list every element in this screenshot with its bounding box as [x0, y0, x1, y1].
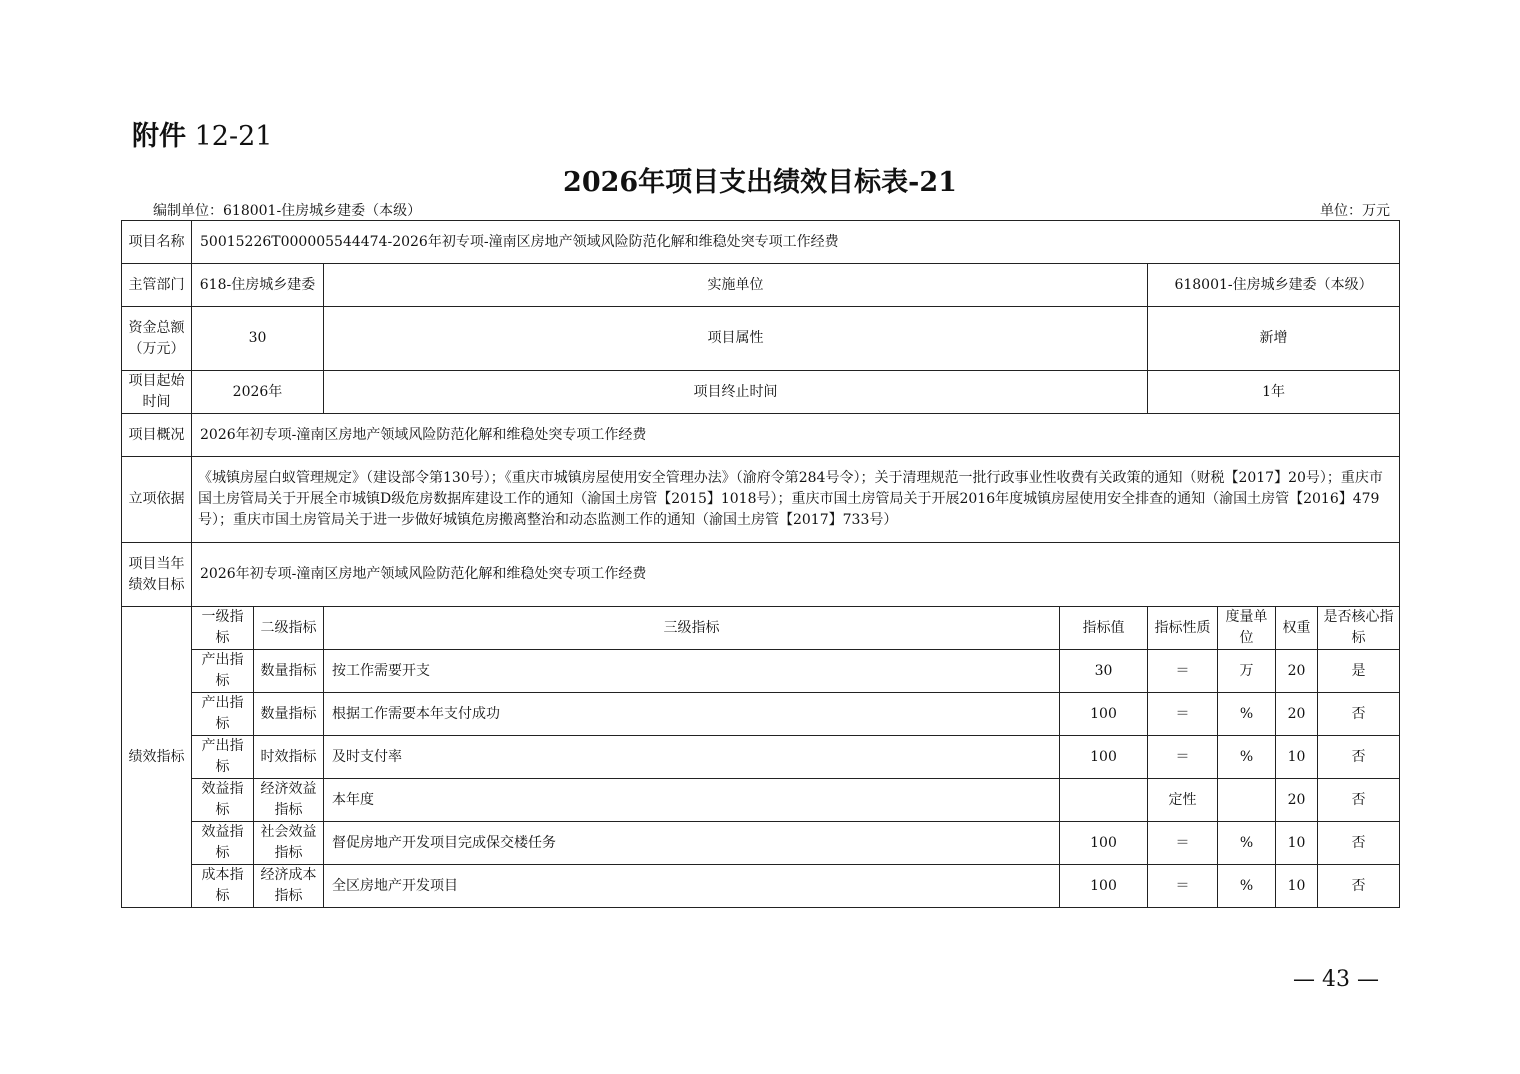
level2-cell: 经济效益指标: [254, 779, 324, 822]
level3-cell: 督促房地产开发项目完成保交楼任务: [324, 822, 1060, 865]
header-level2: 二级指标: [254, 607, 324, 650]
goal-label: 项目当年绩效目标: [122, 543, 192, 607]
unit-cell: [1218, 779, 1276, 822]
fund-value: 30: [192, 307, 324, 371]
header-core: 是否核心指标: [1318, 607, 1400, 650]
nature-cell: ＝: [1148, 822, 1218, 865]
table-row: [122, 865, 1400, 908]
level2-cell: 社会效益指标: [254, 822, 324, 865]
project-name-value: 50015226T000005544474-2026年初专项-潼南区房地产领域风险防范化解和维稳处突专项工作经费: [192, 221, 1400, 264]
nature-cell: ＝: [1148, 650, 1218, 693]
value-cell: [1060, 779, 1148, 822]
project-name-label: 项目名称: [122, 221, 192, 264]
page-title: 2026年项目支出绩效目标表-21: [563, 167, 957, 198]
level3-cell: 本年度: [324, 779, 1060, 822]
basis-value: 《城镇房屋白蚁管理规定》（建设部令第130号）；《重庆市城镇房屋使用安全管理办法》（渝府令第284号令）；关于清理规范一批行政事业性收费有关政策的通知（财税【2017】20号）；重庆市国土房管局关于开展全市城镇D级危房数据库建设工作的通知（渝国土房管【2015】1018号）；重庆市国土房管局关于开展2016年度城镇房屋使用安全排查的通知（渝国土房管【2016】479号）；重庆市国土房管局关于进一步做好城镇危房搬离整治和动态监测工作的通知（渝国土房管【2017】733号）: [192, 457, 1400, 543]
level1-cell: 效益指标: [192, 822, 254, 865]
weight-cell: 10: [1276, 736, 1318, 779]
unit-cell: 万: [1218, 650, 1276, 693]
value-cell: 30: [1060, 650, 1148, 693]
attachment-heading: [132, 114, 272, 153]
weight-cell: 20: [1276, 779, 1318, 822]
level2-cell: 经济成本指标: [254, 865, 324, 908]
weight-cell: 20: [1276, 693, 1318, 736]
row-time: [122, 371, 1400, 414]
core-cell: 否: [1318, 736, 1400, 779]
level2-cell: 数量指标: [254, 693, 324, 736]
attr-label: 项目属性: [324, 307, 1148, 371]
core-cell: 否: [1318, 822, 1400, 865]
table-row: [122, 736, 1400, 779]
table-row: [122, 650, 1400, 693]
level1-cell: 成本指标: [192, 865, 254, 908]
row-goal: [122, 543, 1400, 607]
row-department: [122, 264, 1400, 307]
level1-cell: 产出指标: [192, 650, 254, 693]
nature-cell: ＝: [1148, 865, 1218, 908]
row-fund: [122, 307, 1400, 371]
header-weight: 权重: [1276, 607, 1318, 650]
value-cell: 100: [1060, 865, 1148, 908]
header-unit: 度量单位: [1218, 607, 1276, 650]
weight-cell: 10: [1276, 865, 1318, 908]
level2-cell: 数量指标: [254, 650, 324, 693]
goal-value: 2026年初专项-潼南区房地产领域风险防范化解和维稳处突专项工作经费: [192, 543, 1400, 607]
nature-cell: 定性: [1148, 779, 1218, 822]
row-project-name: [122, 221, 1400, 264]
indicator-header-row: [122, 607, 1400, 650]
unit-cell: %: [1218, 822, 1276, 865]
nature-cell: ＝: [1148, 693, 1218, 736]
attachment-label: 附件: [132, 121, 186, 152]
fund-label: 资金总额（万元）: [122, 307, 192, 371]
header-level1: 一级指标: [192, 607, 254, 650]
nature-cell: ＝: [1148, 736, 1218, 779]
impl-label: 实施单位: [324, 264, 1148, 307]
currency-unit: 单位：万元: [1320, 203, 1390, 219]
weight-cell: 20: [1276, 650, 1318, 693]
value-cell: 100: [1060, 822, 1148, 865]
start-value: 2026年: [192, 371, 324, 414]
performance-table: [121, 220, 1400, 908]
page-number: — 43 —: [1293, 967, 1379, 992]
level3-cell: 全区房地产开发项目: [324, 865, 1060, 908]
core-cell: 否: [1318, 779, 1400, 822]
level2-cell: 时效指标: [254, 736, 324, 779]
dept-label: 主管部门: [122, 264, 192, 307]
level1-cell: 产出指标: [192, 736, 254, 779]
dept-value: 618-住房城乡建委: [192, 264, 324, 307]
table-row: [122, 693, 1400, 736]
core-cell: 否: [1318, 693, 1400, 736]
overview-label: 项目概况: [122, 414, 192, 457]
value-cell: 100: [1060, 693, 1148, 736]
compiler-unit: 编制单位：618001-住房城乡建委（本级）: [153, 203, 422, 219]
value-cell: 100: [1060, 736, 1148, 779]
header-value: 指标值: [1060, 607, 1148, 650]
overview-value: 2026年初专项-潼南区房地产领域风险防范化解和维稳处突专项工作经费: [192, 414, 1400, 457]
attr-value: 新增: [1148, 307, 1400, 371]
weight-cell: 10: [1276, 822, 1318, 865]
indicators-section-label: 绩效指标: [122, 607, 192, 908]
unit-cell: %: [1218, 736, 1276, 779]
attachment-number: 12-21: [194, 121, 273, 152]
basis-label: 立项依据: [122, 457, 192, 543]
row-overview: [122, 414, 1400, 457]
end-label: 项目终止时间: [324, 371, 1148, 414]
start-label: 项目起始时间: [122, 371, 192, 414]
unit-cell: %: [1218, 865, 1276, 908]
level1-cell: 效益指标: [192, 779, 254, 822]
header-level3: 三级指标: [324, 607, 1060, 650]
end-value: 1年: [1148, 371, 1400, 414]
impl-value: 618001-住房城乡建委（本级）: [1148, 264, 1400, 307]
level3-cell: 根据工作需要本年支付成功: [324, 693, 1060, 736]
row-basis: [122, 457, 1400, 543]
level1-cell: 产出指标: [192, 693, 254, 736]
level3-cell: 按工作需要开支: [324, 650, 1060, 693]
table-row: [122, 779, 1400, 822]
core-cell: 否: [1318, 865, 1400, 908]
header-nature: 指标性质: [1148, 607, 1218, 650]
core-cell: 是: [1318, 650, 1400, 693]
level3-cell: 及时支付率: [324, 736, 1060, 779]
unit-cell: %: [1218, 693, 1276, 736]
table-row: [122, 822, 1400, 865]
